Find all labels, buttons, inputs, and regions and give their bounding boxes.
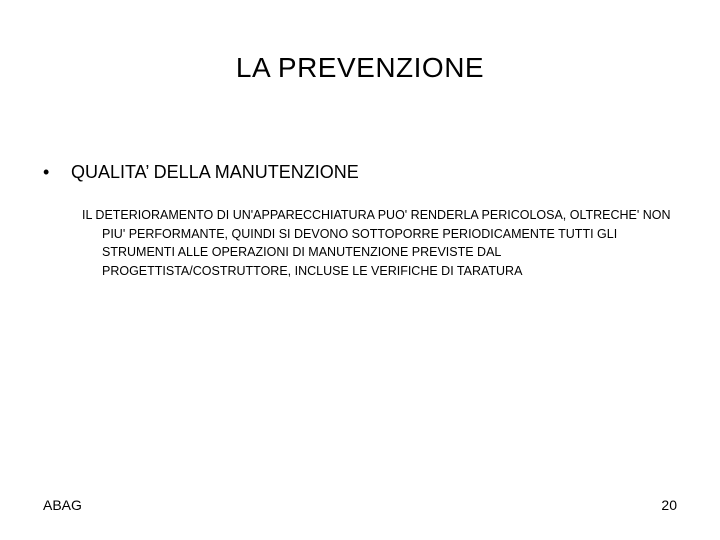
page-number: 20 (661, 497, 677, 513)
slide-title: LA PREVENZIONE (235, 52, 485, 83)
footer-label: ABAG (43, 497, 82, 513)
bullet-heading: QUALITA’ DELLA MANUTENZIONE (71, 162, 359, 182)
bullet-icon: • (43, 162, 50, 182)
bullet-item (43, 160, 359, 184)
body-paragraph: IL DETERIORAMENTO DI UN'APPARECCHIATURA PUO' RENDERLA PERICOLOSA, OLTRECHE' NON PIU' PERFORMANTE, QUINDI SI DEVONO SOTTOPORRE PERIODICAMENTE TUTTI GLI STRUMENTI ALLE OPERAZIONI DI MANUTENZIONE PREVISTE DAL PROGETTISTA/COSTRUTTORE, INCLUSE LE VERIFICHE DI TARATURA (82, 208, 671, 278)
